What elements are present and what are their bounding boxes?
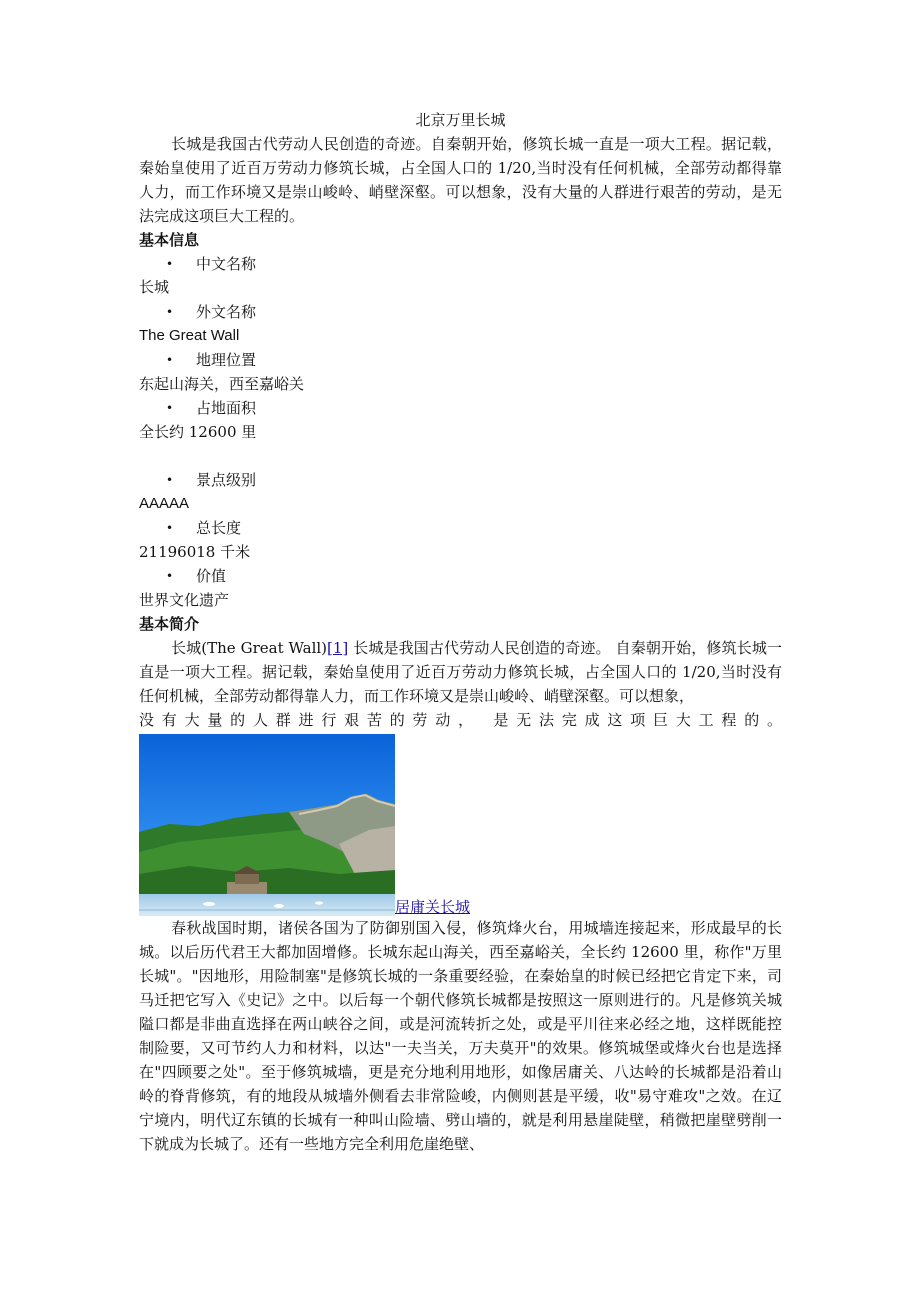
info-label: 景点级别 [196, 471, 257, 489]
summary-paragraph [139, 636, 782, 708]
info-label: 占地面积 [196, 399, 257, 417]
summary-heading: 基本简介 [139, 615, 200, 633]
photo-row [139, 734, 782, 916]
bullet-icon: • [166, 305, 174, 319]
great-wall-photo [139, 734, 395, 916]
info-item-location [139, 348, 782, 372]
info-value: 世界文化遗产 [139, 591, 230, 609]
bullet-icon: • [166, 257, 174, 271]
intro-paragraph: 长城是我国古代劳动人民创造的奇迹。自秦朝开始，修筑长城一直是一项大工程。据记载，秦始皇使用了近百万劳动力修筑长城，占全国人口的 1/20,当时没有任何机械，全部劳动都得靠人力，而工作环境又是崇山峻岭、峭壁深壑。可以想象，没有大量的人群进行艰苦的劳动，是无法完成这项巨大工程的。 [139, 135, 782, 225]
info-value: 全长约 12600 里 [139, 423, 257, 441]
info-label: 地理位置 [196, 351, 257, 369]
reference-link[interactable]: [1] [327, 639, 349, 657]
bullet-icon: • [166, 353, 174, 367]
info-label: 总长度 [196, 519, 242, 537]
photo-caption-link[interactable]: 居庸关长城 [395, 898, 471, 916]
basic-info-heading: 基本信息 [139, 231, 200, 249]
bullet-icon: • [166, 521, 174, 535]
info-item-chinese-name [139, 252, 782, 276]
info-value: AAAAA [139, 495, 190, 512]
info-label: 外文名称 [196, 303, 257, 321]
info-value: The Great Wall [139, 327, 240, 344]
bullet-icon: • [166, 473, 174, 487]
spacer [139, 444, 782, 468]
info-value: 东起山海关，西至嘉峪关 [139, 375, 305, 393]
info-item-value [139, 564, 782, 588]
info-value: 21196018 千米 [139, 543, 251, 561]
page-title: 北京万里长城 [415, 111, 506, 129]
bullet-icon: • [166, 401, 174, 415]
summary-last-line: 没有大量的人群进行艰苦的劳动， 是无法完成这项巨大工程的。 [139, 711, 782, 729]
history-paragraph: 春秋战国时期，诸侯各国为了防御别国入侵，修筑烽火台，用城墙连接起来，形成最早的长城。以后历代君王大都加固增修。长城东起山海关，西至嘉峪关，全长约 12600 里，称作"万里长城"。"因地形，用险制塞"是修筑长城的一条重要经验，在秦始皇的时候已经把它肯定下来，司马迁把它写入《史记》之中。以后每一个朝代修筑长城都是按照这一原则进行的。凡是修筑关城隘口都是非曲直选择在两山峡谷之间，或是河流转折之处，或是平川往来必经之地，这样既能控制险要，又可节约人力和材料，以达"一夫当关，万夫莫开"的效果。修筑城堡或烽火台也是选择在"四顾要之处"。至于修筑城墙，更是充分地利用地形，如像居庸关、八达岭的长城都是沿着山岭的脊背修筑，有的地段从城墙外侧看去非常险峻，内侧则甚是平缓，收"易守难攻"之效。在辽宁境内，明代辽东镇的长城有一种叫山险墙、劈山墙的，就是利用悬崖陡壁，稍微把崖壁劈削一下就成为长城了。还有一些地方完全利用危崖绝壁、 [139, 919, 782, 1153]
info-item-area [139, 396, 782, 420]
summary-prefix: 长城(The Great Wall) [171, 639, 328, 657]
document-page [139, 108, 782, 1156]
info-item-foreign-name [139, 300, 782, 324]
info-label: 中文名称 [196, 255, 257, 273]
bullet-icon: • [166, 569, 174, 583]
info-item-length [139, 516, 782, 540]
info-label: 价值 [196, 567, 227, 585]
info-item-rating [139, 468, 782, 492]
summary-body: 长城是我国古代劳动人民创造的奇迹。 自秦朝开始，修筑长城一直是一项大工程。据记载，秦始皇使用了近百万劳动力修筑长城，占全国人口的 1/20,当时没有任何机械，全部劳动都得靠人力，而工作环境又是崇山峻岭、峭壁深壑。可以想象， [139, 639, 782, 705]
info-value: 长城 [139, 279, 170, 296]
